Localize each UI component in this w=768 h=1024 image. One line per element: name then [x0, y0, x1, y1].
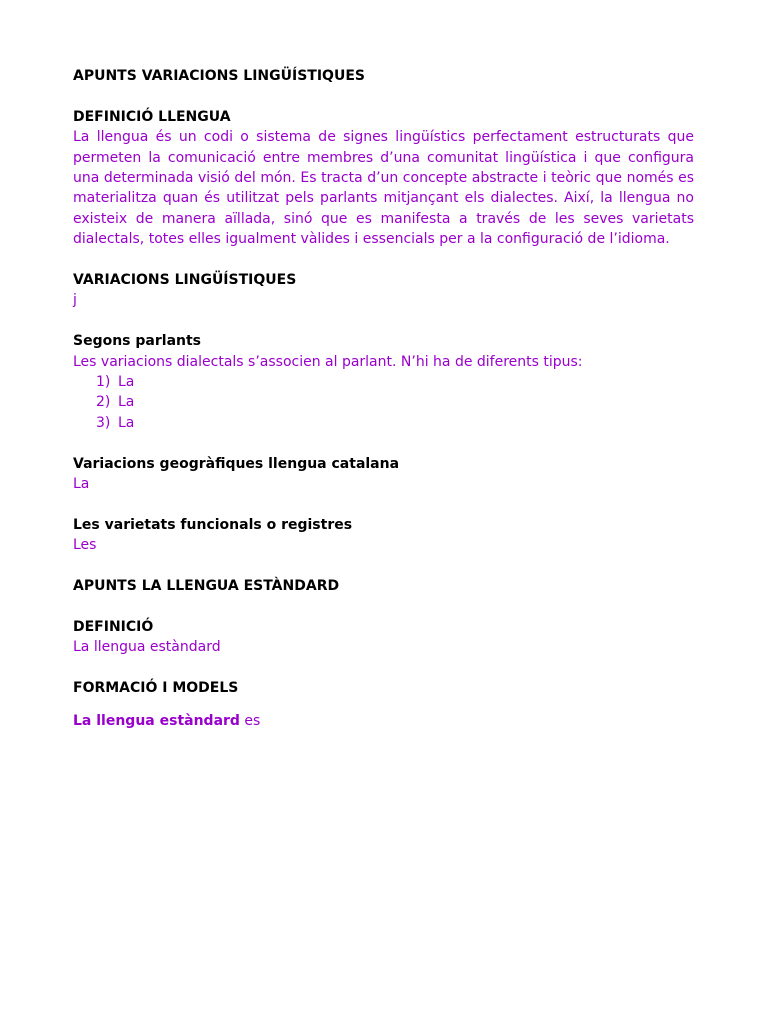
section-text-variacions: j: [73, 292, 77, 309]
spacer: [73, 494, 694, 514]
section-text-definicio-llengua: La llengua és un codi o sistema de signes lingüístics perfectament estructurats que permeten la comunicació entre membres d’una comunitat lingüística i que configura una determinada visió del món. Es tracta d’un concepte abstracte i teòric que només es materialitza quan és utilitzat pels parlants mitjançant els dialectes. Així, la llengua no existeix de manera aïllada, sinó que es manifesta a través de les seves varietats dialectals, totes elles igualment vàlides i essencials per a la configuració de l’idioma.: [73, 129, 694, 248]
section-text-definicio: La llengua estàndard: [73, 639, 221, 656]
document-page: [73, 66, 694, 732]
list-item-number: 3): [96, 414, 111, 431]
section-heading-definicio-llengua: DEFINICIÓ LLENGUA: [73, 108, 231, 125]
section-heading-funcionals: Les varietats funcionals o registres: [73, 516, 353, 533]
document-title: APUNTS VARIACIONS LINGÜÍSTIQUES: [73, 68, 365, 84]
section-text-geografiques: La: [73, 476, 90, 493]
formacio-text: es: [239, 713, 261, 730]
spacer: [73, 86, 694, 106]
list-item-number: 2): [96, 394, 111, 411]
spacer: [73, 556, 694, 576]
list-item: [73, 413, 694, 433]
section-heading-geografiques: Variacions geogràfiques llengua catalana: [73, 455, 400, 472]
section-text-formacio: [73, 711, 694, 731]
list-item-number: 1): [96, 374, 111, 391]
list-item-text: La: [118, 414, 135, 431]
formacio-bold-text: La llengua estàndard: [73, 713, 240, 730]
spacer: [73, 250, 694, 270]
spacer: [73, 596, 694, 616]
spacer: [73, 658, 694, 678]
section-text-segons-parlants: Les variacions dialectals s’associen al parlant. N’hi ha de diferents tipus:: [73, 353, 583, 370]
list-item: [73, 392, 694, 412]
spacer: [73, 311, 694, 331]
list-item-text: La: [118, 374, 135, 391]
section-text-funcionals: Les: [73, 537, 97, 554]
section-heading-formacio: FORMACIÓ I MODELS: [73, 680, 239, 697]
numbered-list: [73, 372, 694, 433]
section-heading-variacions: VARIACIONS LINGÜÍSTIQUES: [73, 272, 297, 289]
list-item: [73, 372, 694, 392]
spacer: [73, 698, 694, 711]
section-heading-segons-parlants: Segons parlants: [73, 333, 202, 350]
spacer: [73, 433, 694, 453]
list-item-text: La: [118, 394, 135, 411]
section-heading-estandard: APUNTS LA LLENGUA ESTÀNDARD: [73, 578, 340, 595]
section-heading-definicio: DEFINICIÓ: [73, 618, 154, 635]
